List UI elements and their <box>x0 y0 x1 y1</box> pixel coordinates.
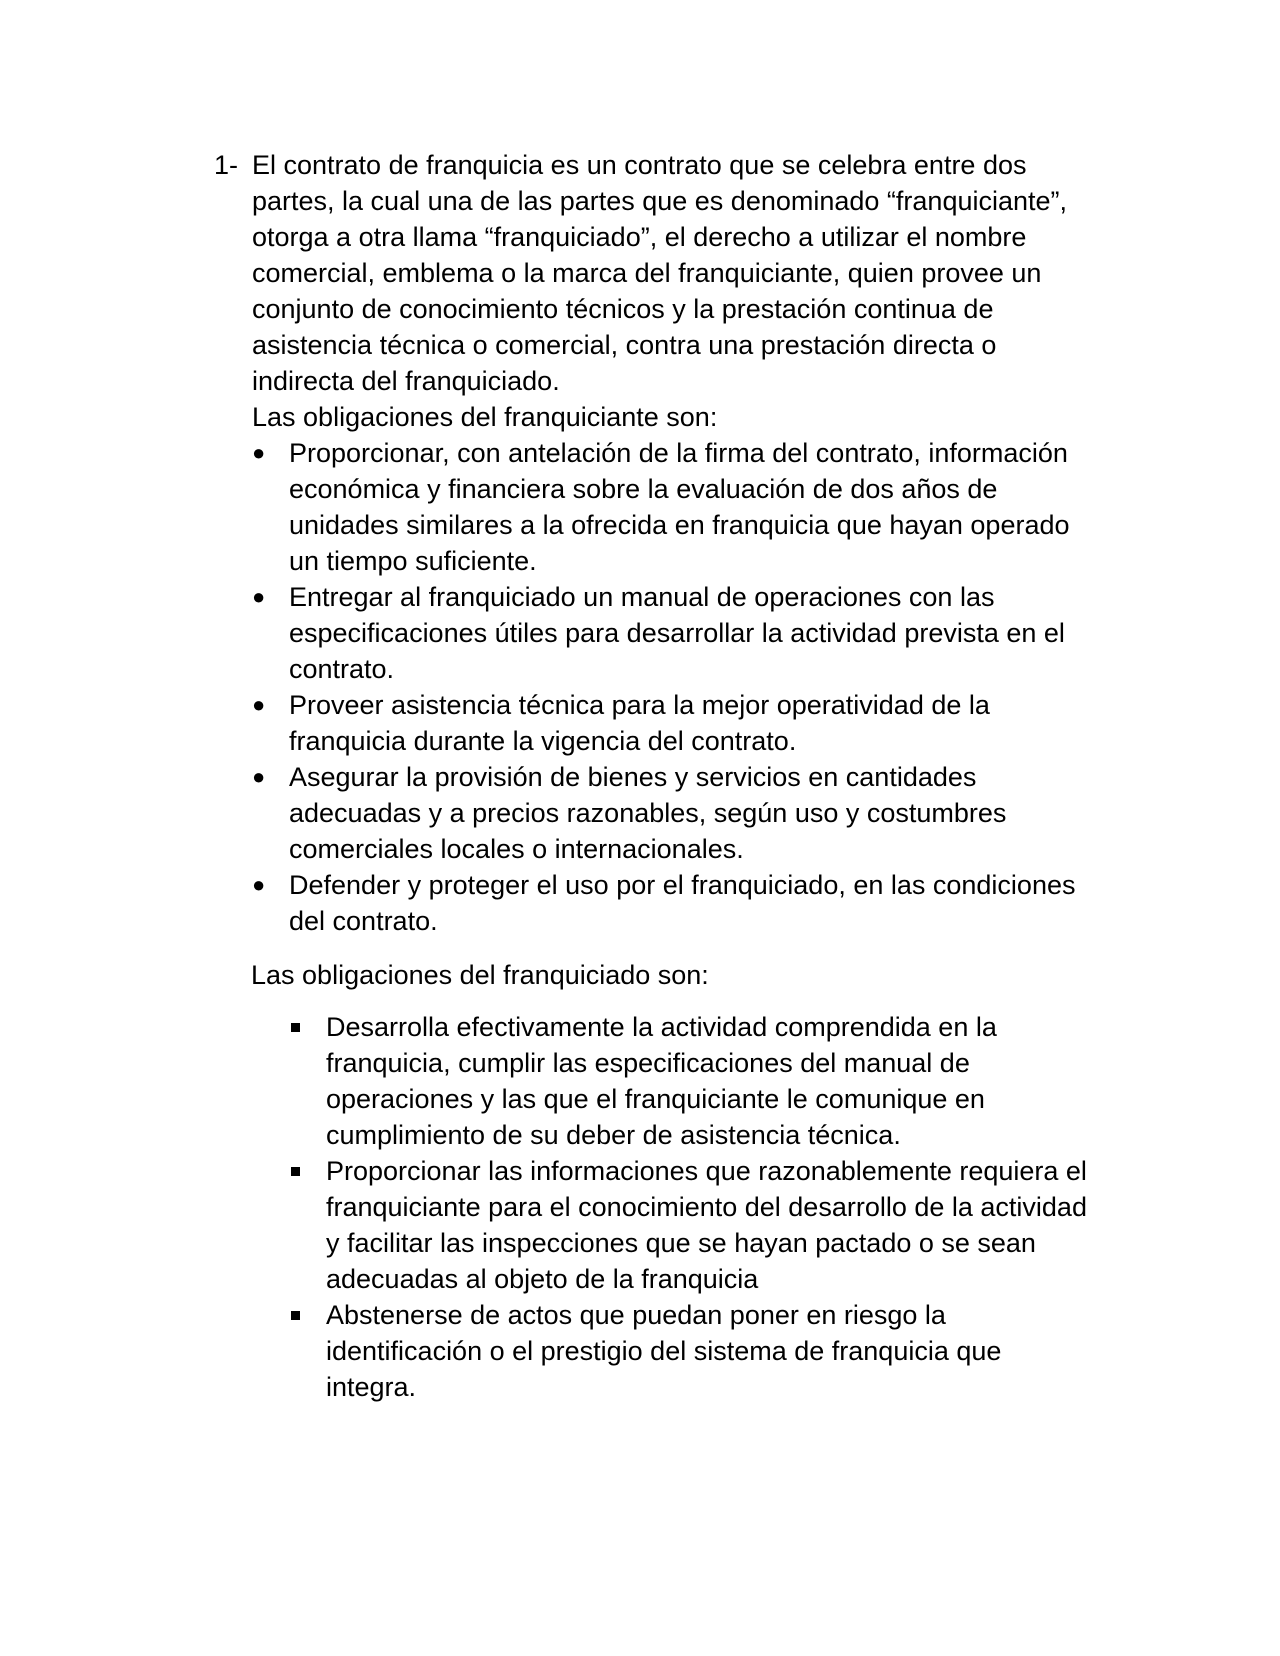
list-item <box>214 1297 1094 1405</box>
franchisee-obligations-list <box>214 1009 1094 1405</box>
bullet-icon: ● <box>252 764 266 789</box>
list-item-text: Abstenerse de actos que puedan poner en riesgo la identificación o el prestigio del sistema de franquicia que integra. <box>326 1300 1002 1402</box>
square-bullet-icon <box>291 1023 300 1032</box>
list-item-text: Proporcionar, con antelación de la firma del contrato, información económica y financiera sobre la evaluación de dos años de unidades similares a la ofrecida en franquicia que hayan operado un tiempo suficiente. <box>289 438 1070 576</box>
list-item-text: Desarrolla efectivamente la actividad comprendida en la franquicia, cumplir las especificaciones del manual de operaciones y las que el franquiciante le comunique en cumplimiento de su deber de asistencia técnica. <box>326 1012 997 1150</box>
intro-paragraph: El contrato de franquicia es un contrato que se celebra entre dos partes, la cual una de las partes que es denominado “franquiciante”, otorga a otra llama “franquiciado”, el derecho a utilizar el nombre comercial, emblema o la marca del franquiciante, quien provee un conjunto de conocimiento técnicos y la prestación continua de asistencia técnica o comercial, contra una prestación directa o indirecta del franquiciado. <box>252 150 1068 396</box>
franchisor-obligations-list <box>214 435 1094 939</box>
list-item <box>214 1153 1094 1297</box>
list-item <box>214 687 1094 759</box>
list-item <box>214 867 1094 939</box>
list-item-text: Defender y proteger el uso por el franquiciado, en las condiciones del contrato. <box>289 870 1076 936</box>
list-item <box>214 1009 1094 1153</box>
bullet-icon: ● <box>252 440 266 465</box>
section-body <box>252 147 1094 435</box>
section-number: 1- <box>214 150 239 180</box>
square-bullet-icon <box>291 1311 300 1320</box>
list-item <box>214 759 1094 867</box>
bullet-icon: ● <box>252 872 266 897</box>
numbered-section <box>214 147 1094 1405</box>
list-item-text: Asegurar la provisión de bienes y servicios en cantidades adecuadas y a precios razonables, según uso y costumbres comerciales locales o internacionales. <box>289 762 1007 864</box>
list-item <box>214 435 1094 579</box>
list-item-text: Entregar al franquiciado un manual de operaciones con las especificaciones útiles para desarrollar la actividad prevista en el contrato. <box>289 582 1065 684</box>
franchisor-heading: Las obligaciones del franquiciante son: <box>252 402 718 432</box>
franchisee-heading: Las obligaciones del franquiciado son: <box>251 960 709 990</box>
bullet-icon: ● <box>252 584 266 609</box>
bullet-icon: ● <box>252 692 266 717</box>
list-item <box>214 579 1094 687</box>
list-item-text: Proporcionar las informaciones que razonablemente requiera el franquiciante para el conocimiento del desarrollo de la actividad y facilitar las inspecciones que se hayan pactado o se sean adecuadas al objeto de la franquicia <box>326 1156 1087 1294</box>
list-item-text: Proveer asistencia técnica para la mejor operatividad de la franquicia durante la vigencia del contrato. <box>289 690 990 756</box>
square-bullet-icon <box>291 1167 300 1176</box>
